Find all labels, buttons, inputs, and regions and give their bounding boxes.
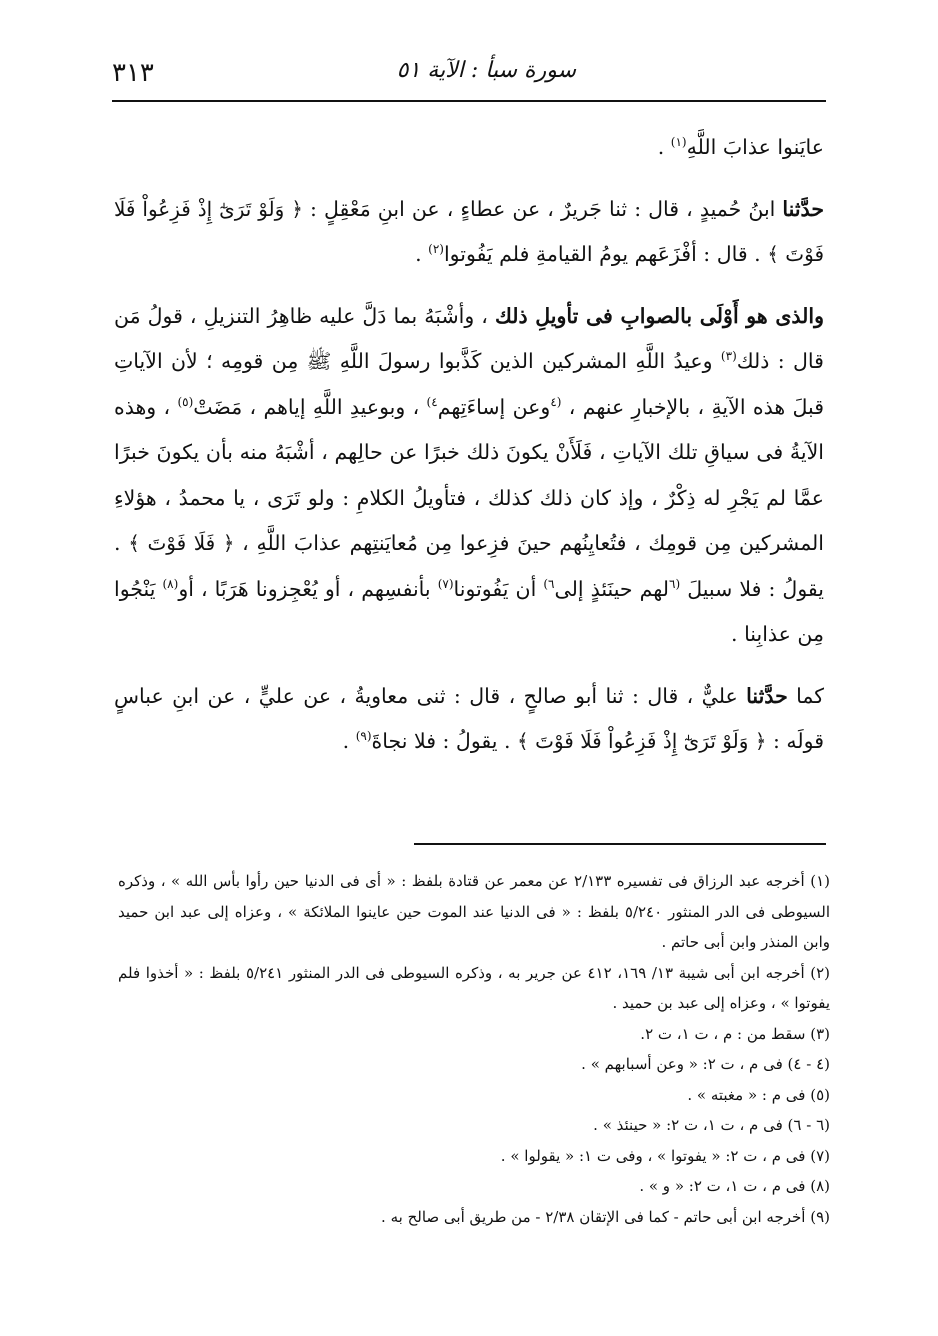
footnote: (٥) فى م : « مغبته » . xyxy=(687,1085,830,1104)
paragraph-3: والذى هو أَوْلَى بالصوابِ فى تأويلِ ذلك ، وأشْبَهُ بما دَلَّ عليه ظاهِرُ التنزيلِ ، قولُ مَن قال : ذلك$^{(٣)}$ وعيدُ اللَّهِ المشركين الذين كَذَّبوا رسولَ اللَّهِ ﷺ مِن قومِه ؛ لأن الآياتِ قبلَ هذه الآيةِ ، بالإخبارِ عنهم ، $^{(٤}$وعن إساءَتِهم$^{٤)}$ ، وبوعيدِ اللَّهِ إياهم ، مَضَتْ$^{(٥)}$ ، وهذه الآيةُ فى سياقِ تلك الآياتِ ، فَلَأَنْ يكونَ ذلك خبرًا عن حالِهم ، أشْبَهُ منه بأن يكونَ خبرًا عمَّا لم يَجْرِ له ذِكْرٌ ، وإذ كان ذلك كذلك ، فتأويلُ الكلامِ : ولو تَرَى ، يا محمدُ ، هؤلاءِ المشركين مِن قومِك ، فتُعايِنُهم حينَ فزِعوا مِن مُعايَنتِهم عذابَ اللَّهِ ، ﴿ فَلَا فَوْتَ ﴾ . يقولُ : فلا سبيلَ $^{(٦}$لهم حينَئذٍ إلى$^{٦)}$ أن يَفُوتونا$^{(٧)}$ بأنفسِهم ، أو يُعْجِزونا هَرَبًا ، أو$^{(٨)}$ يَنْجُوا مِن عذابِنا . xyxy=(114,303,825,646)
footnote-ref: ٤) xyxy=(426,394,438,409)
quran-quote: ﴿ وَلَوْ تَرَىٰٓ إِذْ فَزِعُواْ فَلَا فَوْتَ ﴾ xyxy=(114,196,824,266)
footnote-ref: (٧) xyxy=(437,576,454,591)
header-rule xyxy=(112,100,826,102)
footnote: (٣) سقط من : م ، ت ١، ت ٢. xyxy=(640,1024,830,1043)
footnote: (٩) أخرجه ابن أبى حاتم - كما فى الإتقان ٢/٣٨ - من طريق أبى صالح به . xyxy=(381,1207,830,1226)
preference-lead: والذى هو أَوْلَى بالصوابِ فى تأويلِ ذلك xyxy=(494,303,825,328)
footnote-ref: (٣) xyxy=(720,349,737,364)
footnote: (٦ - ٦) فى م ، ت ١، ت ٢: « حينئذ » . xyxy=(593,1116,830,1134)
footnote-ref: (٤ xyxy=(550,394,562,409)
page-number: ٣١٣ xyxy=(112,58,154,88)
footnote-ref: (٢) xyxy=(428,242,444,257)
footnote: (٧) فى م ، ت ٢: « يفوتوا » ، وفى ت ١: « يقولوا » . xyxy=(500,1146,830,1165)
footnote-ref: (١) xyxy=(670,135,687,150)
footnote-ref: (٩) xyxy=(355,729,372,744)
running-title: سورة سبأ : الآية ٥١ xyxy=(396,58,576,83)
footnote-ref: (٦ xyxy=(669,576,681,591)
paragraph-1: عايَنوا عذابَ اللَّهِ$^{(١)}$ . xyxy=(657,135,824,159)
footnote-rule xyxy=(414,843,826,845)
isnad-lead: حدَّثنا xyxy=(746,683,788,708)
footnote: (٨) فى م ، ت ١، ت ٢: « و » . xyxy=(639,1177,830,1195)
quran-quote: ﴿ فَلَا فَوْتَ ﴾ xyxy=(128,531,235,555)
paragraph-2: حدَّثنا ابنُ حُميدٍ ، قال : ثنا جَريرٌ ، عن عطاءٍ ، عن ابنِ مَعْقِلٍ : ﴿ وَلَوْ تَرَىٰٓ إِذْ فَزِعُواْ فَلَا فَوْتَ ﴾ . قال : أفْزَعَهم يومُ القيامةِ فلم يَفُوتوا$^{(٢)}$ . xyxy=(114,196,824,266)
footnote-ref: (٨) xyxy=(162,576,179,591)
page-header xyxy=(112,58,826,98)
main-text xyxy=(114,125,824,765)
footnote-ref: ٦) xyxy=(543,576,555,591)
footnote: (٢) أخرجه ابن أبى شيبة ١٣/ ١٦٩، ٤١٢ عن جرير به ، وذكره السيوطى فى الدر المنثور ٥/٢٤١ بلفظ : « أخذوا فلم يفوتوا » ، وعزاه إلى عبد بن حميد . xyxy=(118,963,830,1012)
paragraph-4: كما حدَّثنا عليٌّ ، قال : ثنا أبو صالحٍ ، قال : ثنى معاويةُ ، عن عليٍّ ، عن ابنِ عباسٍ قولَه : ﴿ وَلَوْ تَرَىٰٓ إِذْ فَزِعُواْ فَلَا فَوْتَ ﴾ . يقولُ : فلا نجاةَ$^{(٩)}$ . xyxy=(114,683,825,753)
footnote-ref: (٥) xyxy=(177,394,194,409)
quran-quote: ﴿ وَلَوْ تَرَىٰٓ إِذْ فَزِعُواْ فَلَا فَوْتَ ﴾ xyxy=(517,729,767,753)
isnad-lead: حدَّثنا xyxy=(782,196,824,221)
footnote: (٤ - ٤) فى م ، ت ٢: « وعن أسبابهم » . xyxy=(581,1055,830,1073)
footnotes xyxy=(118,866,830,1232)
footnote: (١) أخرجه عبد الرزاق فى تفسيره ٢/١٣٣ عن معمر عن قتادة بلفظ : « أى فى الدنيا حين رأوا بأس الله » ، وذكره السيوطى فى الدر المنثور ٥/٢٤٠ بلفظ : « فى الدنيا عند الموت حين عاينوا الملائكة » ، وعزاه إلى عبد ابن حميد وابن المنذر وابن أبى حاتم . xyxy=(118,872,831,951)
